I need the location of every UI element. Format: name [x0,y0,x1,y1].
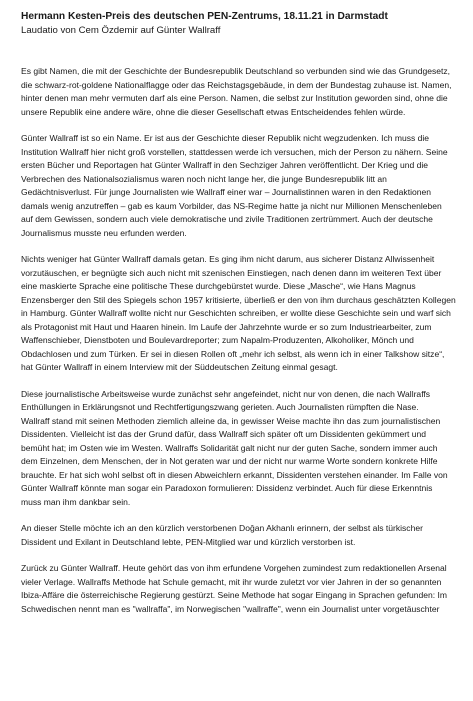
paragraph-line: Dissident und Exilant in Deutschland lebte, PEN-Mitglied war und kürzlich verstorben ist. [21,536,356,547]
paragraph-line: vorzutäuschen, er begnügte sich auch nicht mit szenischen Einstiegen, nach denen dann im weiteren Text über [21,267,442,278]
paragraph-line: damals wenig anzutreffen – gab es kaum Vorbilder, das NS-Regime hatte ja nicht nur Millionen Menschenleben [21,200,442,211]
document-body [21,65,465,616]
paragraph-line: Verbrechen des Nationalsozialismus waren noch nicht lange her, die junge Bundesrepublik litt an [21,173,387,184]
document-title: Hermann Kesten-Preis des deutschen PEN-Zentrums, 18.11.21 in Darmstadt [21,11,388,22]
paragraph-line: Günter Wallraff ist so ein Name. Er ist aus der Geschichte dieser Republik nicht wegzudenken. Ich muss die [21,133,430,143]
paragraph-line: hinter denen man mehr vermuten darf als eine Person. Namen, die selbst zur Institution geworden sind, ohne die [21,93,448,103]
paragraph-line: Nichts weniger hat Günter Wallraff damals getan. Es ging ihm nicht darum, aus sicherer Distanz Allwissenheit [21,254,435,264]
paragraph-line: die schwarz-rot-goldene Nationalflagge oder das Reichstagsgebäude, in dem der Bundestag zuhause ist. Namen, [21,79,452,90]
paragraph-line: Enthüllungen in Erklärungsnot und Rechtfertigungszwang gerieten. Auch Journalisten rümpften die Nase. [21,402,419,412]
paragraph-line: Diese journalistische Arbeitsweise wurde zunächst sehr angefeindet, nicht nur von denen, die nach Wallraffs [21,388,431,399]
paragraph-line: brauchte. Er hat sich wohl selbst oft in diesen Abweichlern erkannt, Dissidenten verstehen einander. Im Falle von [21,469,448,480]
body-paragraph [21,562,465,616]
paragraph-line: Wallraff stand mit seinen Methoden ziemlich alleine da, in gewisser Weise machte ihn das zum journalistischen [21,415,441,426]
paragraph-line: Schwedischen nennt man es "wallraffa", im Norwegischen "wallraffe", wenn ein Journalist unter vorgetäuschter [21,603,440,614]
paragraph-line: hat Günter Wallraff in einem Interview mit der Süddeutschen Zeitung einmal gesagt. [21,362,338,372]
paragraph-line: auf dem Gewissen, sondern auch viele demokratische und zivile Traditionen zertrümmert. Auch der deutsche [21,214,433,224]
paragraph-line: Journalismus musste neu erfunden werden. [21,227,187,238]
body-paragraph [21,253,465,375]
paragraph-line: Zurück zu Günter Wallraff. Heute gehört das von ihm erfundene Vorgehen zumindest zum redaktionellen Arsenal [21,563,447,573]
paragraph-line: Dissidenten. Vielleicht ist das der Grund dafür, dass Wallraff sich später oft um Dissidenten gekümmert und [21,429,427,439]
paragraph-line: eine maskierte Sprache eine politische These durchgebürstet wurde. Diese „Masche“, wie Hans Magnus [21,281,416,291]
paragraph-line: Günter Wallraff könnte man sogar ein Paradoxon formulieren: Dissidenz verbindet. Auch für diese Erkenntnis [21,483,433,493]
body-paragraph [21,65,465,119]
body-paragraph [21,522,465,549]
paragraph-line: Gedächtnisverlust. Für junge Journalisten wie Wallraff einer war – Journalistinnen waren in den Redaktionen [21,187,431,197]
paragraph-line: Waffenschieber, Dienstboten und Boulevardreporter; zum Napalm-Produzenten, Alkoholiker, Mönch und [21,335,414,345]
paragraph-line: als Protagonist mit Haut und Haaren hinein. Im Laufe der Jahrzehnte wurde er so zum Industriearbeiter, zum [21,321,432,332]
paragraph-line: ersten Bücher und Reportagen hat Günter Wallraff in den Sechziger Jahren veröffentlicht. Der Krieg und die [21,160,429,170]
paragraph-line: muss man ihm dankbar sein. [21,496,131,507]
document-subtitle: Laudatio von Cem Özdemir auf Günter Wallraff [21,25,221,36]
paragraph-line: Obdachlosen und zum Türken. Er sei in diesen Rollen oft „mehr ich selbst, als wenn ich in einer Talkshow sitze“, [21,348,445,359]
paragraph-line: bemüht hat; im Osten wie im Westen. Wallraffs Solidarität galt nicht nur der guten Sache, sondern immer auch [21,442,438,453]
paragraph-line: Es gibt Namen, die mit der Geschichte der Bundesrepublik Deutschland so verbunden sind wie das Grundgesetz, [21,66,451,76]
paragraph-line: vieler Verlage. Wallraffs Methode hat Schule gemacht, mit ihr wurde zuletzt vor vier Jahren in der so genannten [21,576,442,587]
paragraph-line: dem Einzelnen, dem Menschen, der in Not geraten war und der nicht nur warme Worte sondern konkrete Hilfe [21,456,438,466]
body-paragraph [21,388,465,510]
paragraph-line: in Hamburg. Günter Wallraff wollte nicht nur Geschichten schreiben, er wollte diese Geschichte sein und warf sich [21,308,451,318]
paragraph-line: Ibiza-Affäre die österreichische Regierung gestürzt. Seine Methode hat sogar Eingang in Sprachen gefunden: Im [21,590,448,600]
paragraph-line: An dieser Stelle möchte ich an den kürzlich verstorbenen Doğan Akhanlı erinnern, der selbst als türkischer [21,523,423,533]
body-paragraph [21,132,465,240]
paragraph-line: Enzensberger den Stil des Spiegels schon 1957 kritisierte, überließ er den von ihm durchaus geschätzten Kollegen [21,294,456,305]
paragraph-line: unsere Republik eine andere wäre, ohne die dieser Gesellschaft etwas Entscheidendes fehlen würde. [21,106,406,117]
paragraph-line: Institution Wallraff hier nicht groß vorstellen, stattdessen werde ich versuchen, mich der Person zu nähern. Seine [21,146,448,157]
